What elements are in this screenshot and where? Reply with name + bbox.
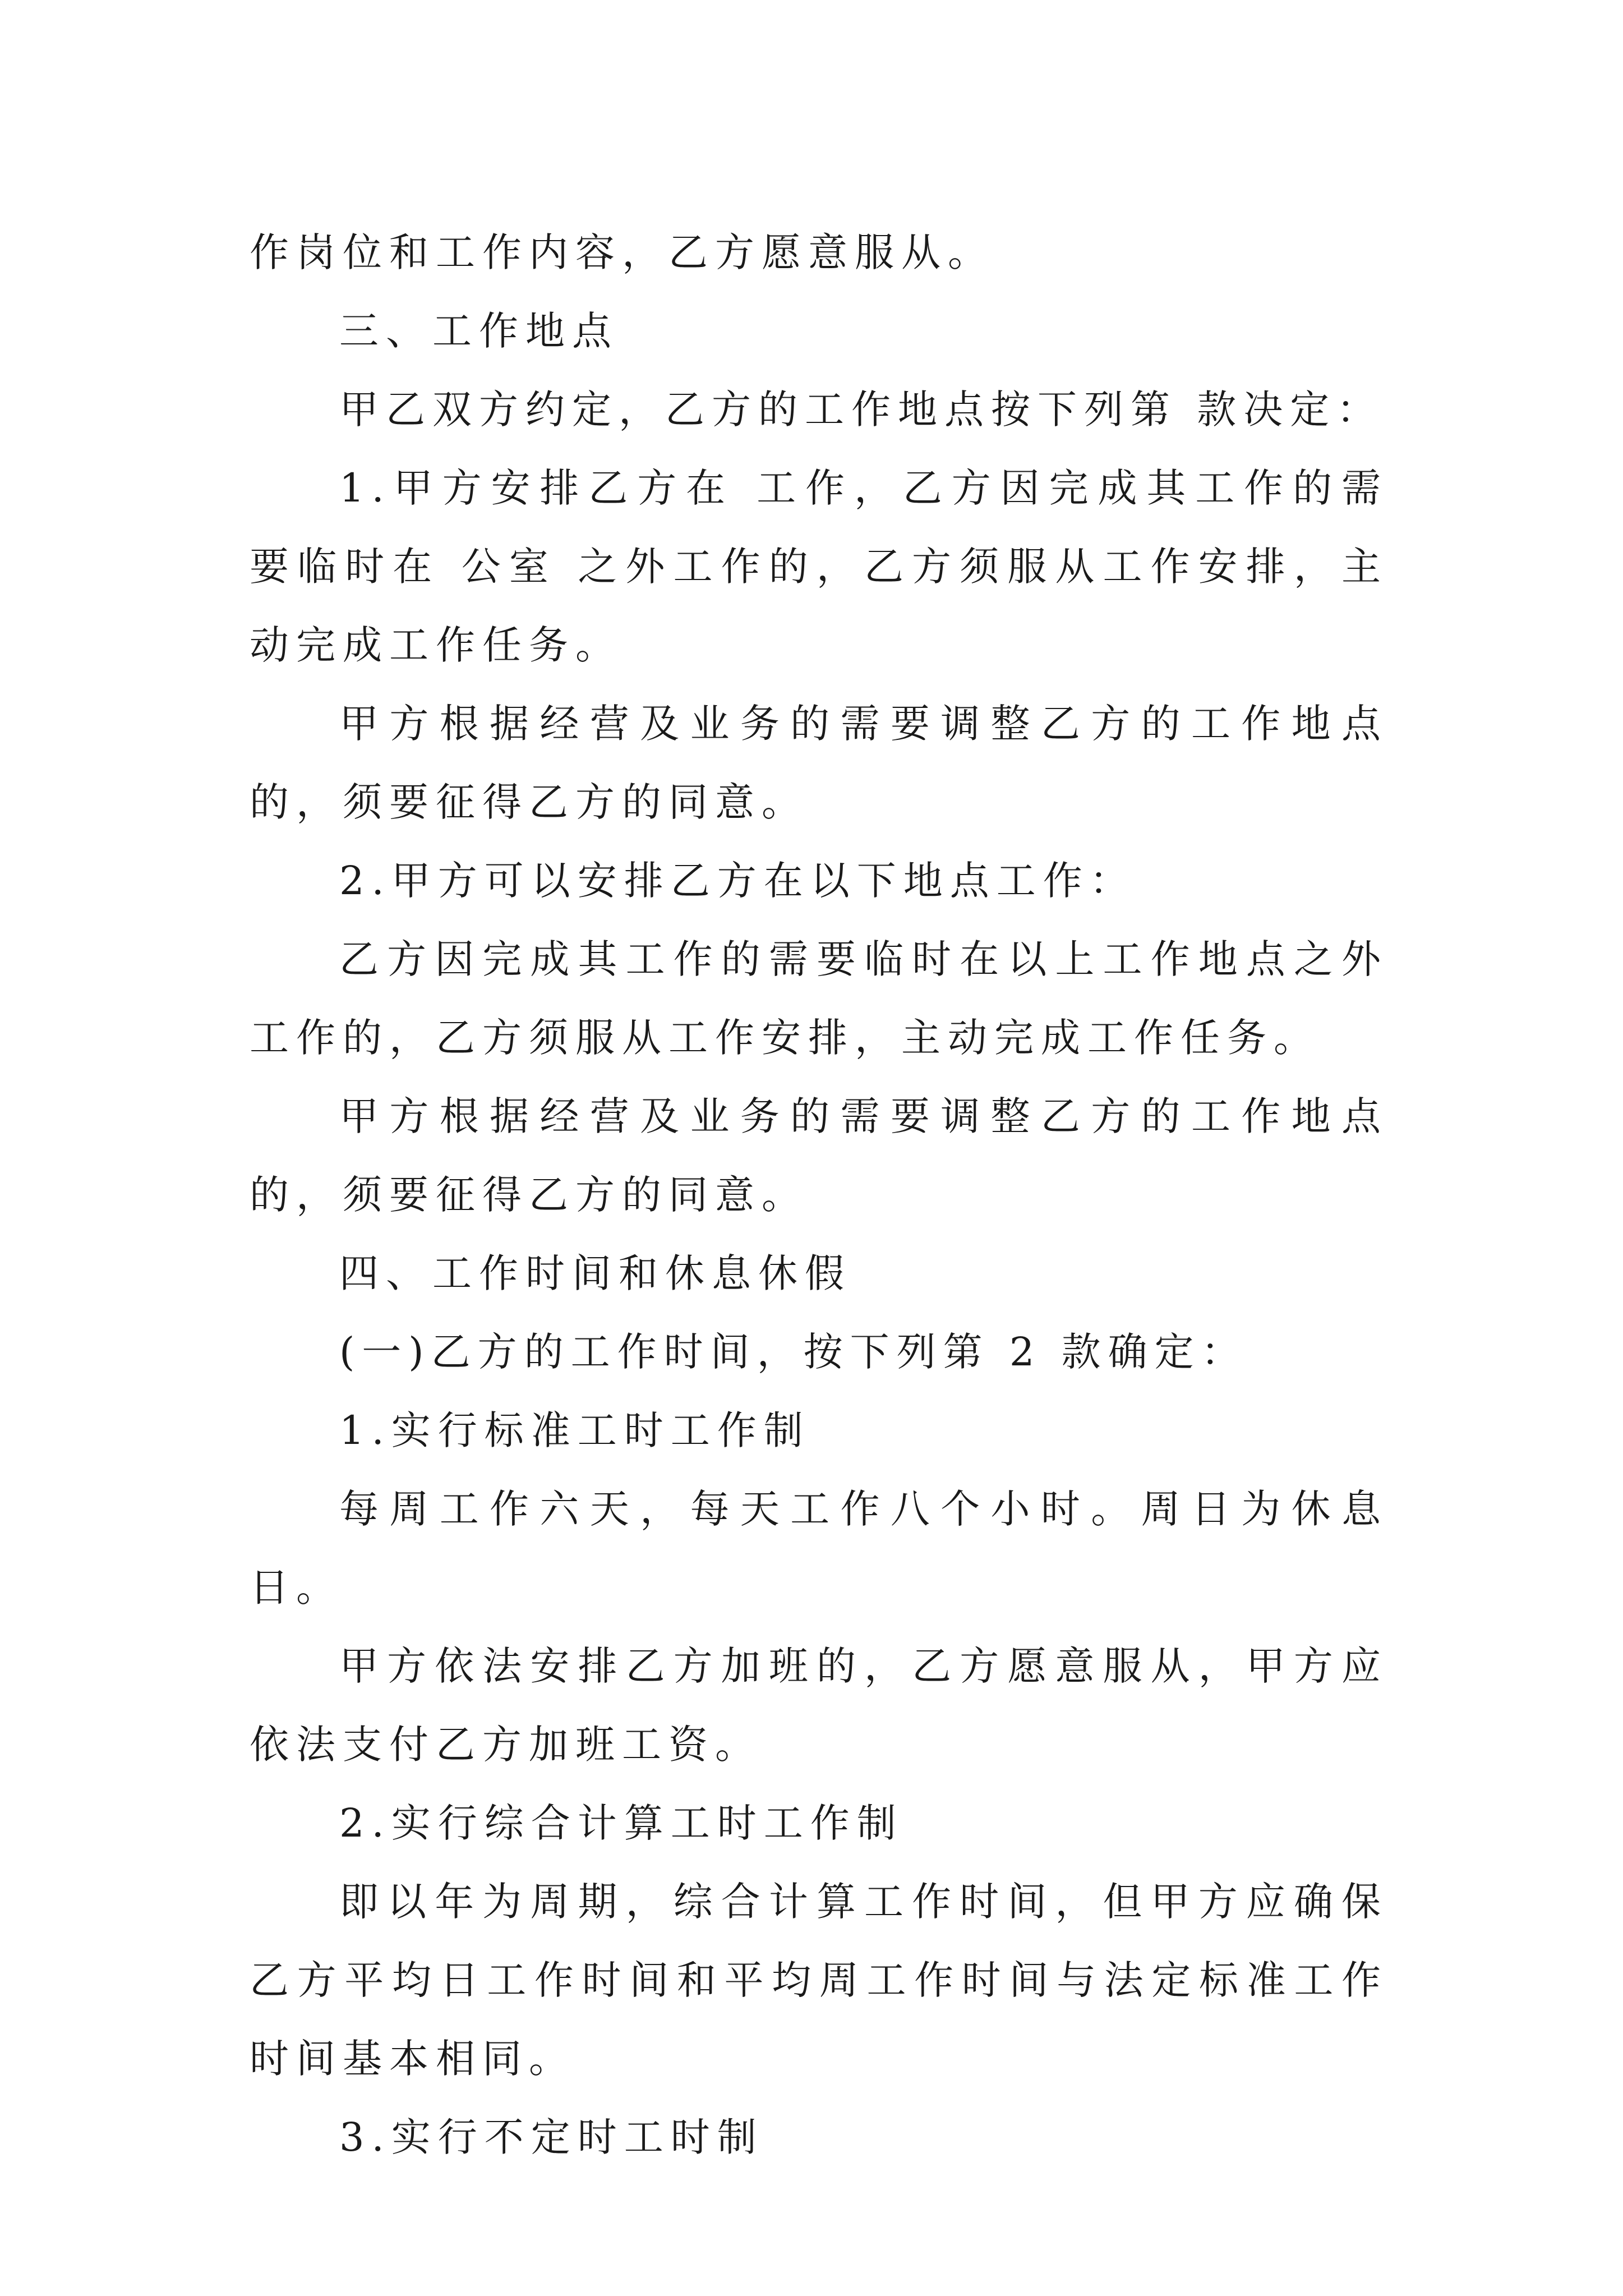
clause-item-2: 2.实行综合计算工时工作制 <box>339 1800 903 1846</box>
paragraph: 甲方根据经营及业务的需要调整乙方的工作地点的，须要征得乙方的同意。 <box>250 701 1388 825</box>
paragraph: 即以年为周期，综合计算工作时间，但甲方应确保乙方平均日工作时间和平均周工作时间与法定标准工作时间基本相同。 <box>250 1879 1388 2082</box>
clause-item-1: 1.实行标准工时工作制 <box>339 1407 810 1453</box>
paragraph: 甲方依法安排乙方加班的，乙方愿意服从，甲方应依法支付乙方加班工资。 <box>250 1643 1388 1768</box>
paragraph: 甲乙双方约定，乙方的工作地点按下列第 款决定： <box>339 386 1384 432</box>
paragraph-continuation: 作岗位和工作内容，乙方愿意服从。 <box>250 229 994 275</box>
section-heading-work-location: 三、工作地点 <box>339 308 619 354</box>
clause-item-3: 3.实行不定时工时制 <box>339 2114 764 2160</box>
paragraph: 甲方根据经营及业务的需要调整乙方的工作地点的，须要征得乙方的同意。 <box>250 1093 1388 1218</box>
clause-item-2: 2.甲方可以安排乙方在以下地点工作： <box>339 858 1136 904</box>
subsection-heading: (一)乙方的工作时间，按下列第 2 款确定： <box>339 1329 1248 1375</box>
paragraph: 每周工作六天，每天工作八个小时。周日为休息日。 <box>250 1486 1388 1611</box>
paragraph: 乙方因完成其工作的需要临时在以上工作地点之外工作的，乙方须服从工作安排，主动完成工作任务。 <box>250 936 1388 1061</box>
section-heading-work-hours: 四、工作时间和休息休假 <box>339 1250 851 1296</box>
document-body <box>250 213 1388 2177</box>
clause-item-1: 1.甲方安排乙方在 工作，乙方因完成其工作的需要临时在 公室 之外工作的，乙方须服从工作安排，主动完成工作任务。 <box>250 465 1388 668</box>
